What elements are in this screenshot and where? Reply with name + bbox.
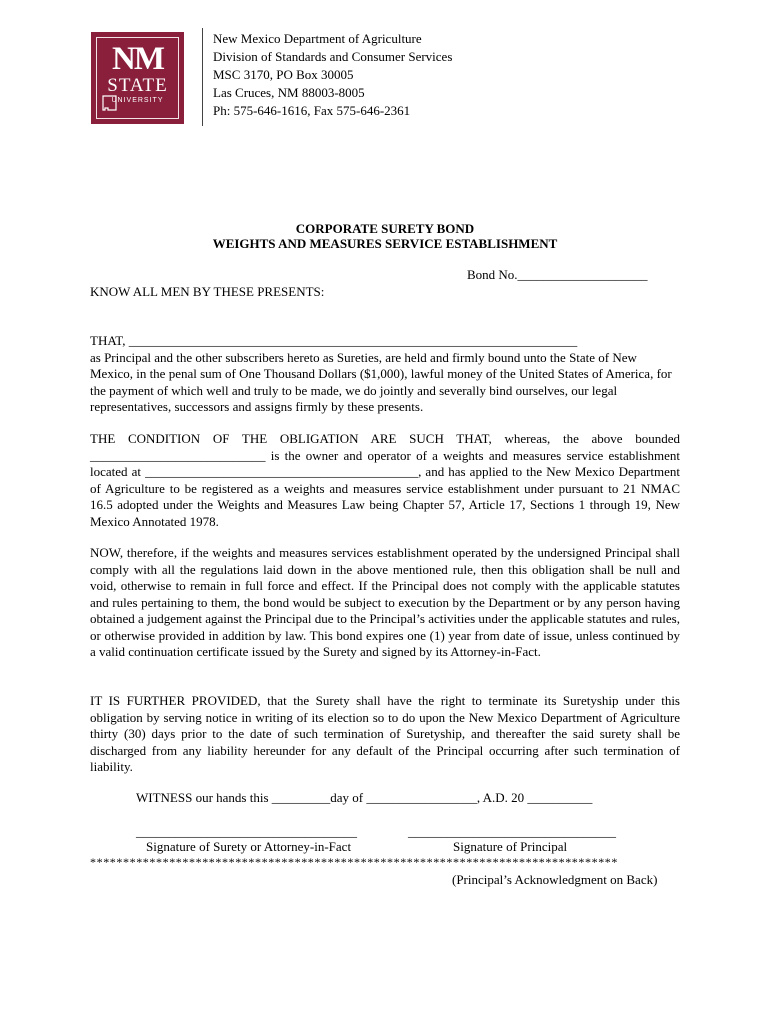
- witness-line[interactable]: WITNESS our hands this _________day of _________________, A.D. 20 __________: [136, 790, 593, 805]
- principal-paragraph: [90, 333, 680, 416]
- surety-signature-line[interactable]: __________________________________: [136, 824, 357, 839]
- address-line: Las Cruces, NM 88003-8005: [213, 85, 365, 100]
- principal-signature-label: Signature of Principal: [453, 839, 568, 854]
- address-line: Ph: 575-646-1616, Fax 575-646-2361: [213, 103, 411, 118]
- condition-paragraph: THE CONDITION OF THE OBLIGATION ARE SUCH THAT, whereas, the above bounded ___________________________ is the owner and operator of a weights and measures service establishment located at __________________________________________, and has applied to the New Mexico Department of Agriculture to be registered as a weights and measures service establishment under pursuant to 21 NMAC 16.5 adopted under the Weights and Measures Law being Chapter 57, Article 17, Sections 1 through 19, New Mexico Annotated 1978.: [90, 431, 680, 529]
- nmsu-logo: [91, 32, 184, 124]
- logo-nm-text: NM: [112, 41, 163, 77]
- address-line: MSC 3170, PO Box 30005: [213, 67, 354, 82]
- department-address: [213, 30, 452, 120]
- address-line: New Mexico Department of Agriculture: [213, 31, 422, 46]
- principal-paragraph-text: as Principal and the other subscribers hereto as Sureties, are held and firmly bound unto the State of New Mexico, in the penal sum of One Thousand Dollars ($1,000), lawful money of the United States of America, for the payment of which well and truly to be made, we do jointly and severally bind ourselves, our legal representatives, successors and assigns firmly by these presents.: [90, 349, 672, 414]
- further-provided-paragraph: IT IS FURTHER PROVIDED, that the Surety shall have the right to terminate its Suretyship under this obligation by serving notice in writing of its election so to do upon the New Mexico Department of Agriculture thirty (30) days prior to the date of such termination of Suretyship, and thereafter the said surety shall be discharged from any liability hereunder for any default of the Principal occurring after such termination of liability.: [90, 693, 680, 774]
- asterisk-separator: ********************************************************************************: [90, 855, 618, 869]
- header-divider: [202, 28, 203, 126]
- surety-signature-label: Signature of Surety or Attorney-in-Fact: [146, 839, 352, 854]
- know-all-heading: KNOW ALL MEN BY THESE PRESENTS:: [90, 284, 325, 299]
- principal-signature-line[interactable]: ________________________________: [408, 824, 616, 839]
- now-therefore-paragraph: NOW, therefore, if the weights and measures services establishment operated by the undersigned Principal shall comply with all the regulations laid down in the above mentioned rule, then this obligation shall be null and void, otherwise to remain in full force and effect. If the Principal does not comply with the applicable statutes and rules pertaining to them, the bond would be subject to execution by the Department or by any person having obtained a judgement against the Principal due to the Principal’s activities under the applicable statutes and rules, or otherwise provided in addition by law. This bond expires one (1) year from date of issue, unless continued by a valid continuation certificate issued by the Surety and signed by its Attorney-in-Fact.: [90, 545, 680, 659]
- logo-university-text: UNIVERSITY: [111, 97, 164, 104]
- logo-state-text: STATE: [107, 75, 168, 96]
- document-title: CORPORATE SURETY BOND: [295, 221, 475, 236]
- document-subtitle: WEIGHTS AND MEASURES SERVICE ESTABLISHMENT: [212, 236, 558, 251]
- new-mexico-outline-icon: [101, 94, 119, 112]
- back-page-note: (Principal’s Acknowledgment on Back): [452, 872, 658, 887]
- bond-number-field[interactable]: Bond No.____________________: [467, 267, 648, 282]
- address-line: Division of Standards and Consumer Services: [213, 49, 453, 64]
- logo-border: [96, 37, 179, 119]
- principal-name-field[interactable]: THAT, _____________________________________________________________________: [90, 333, 578, 348]
